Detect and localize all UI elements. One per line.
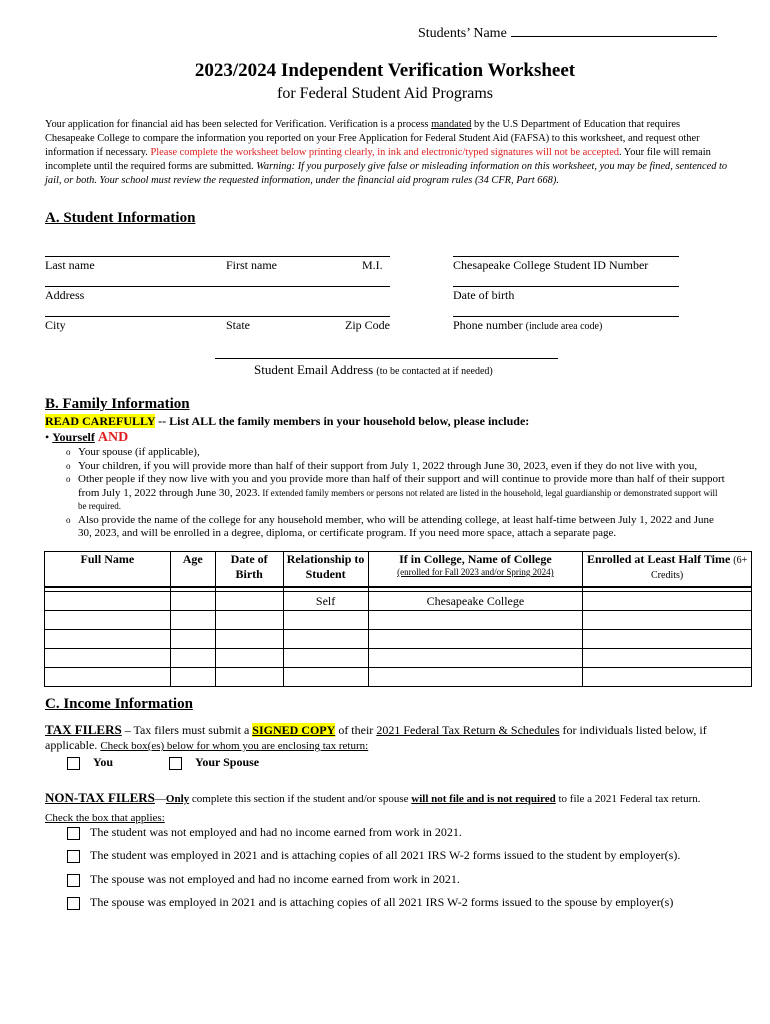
option-row[interactable]: The spouse was employed in 2021 and is attaching copies of all 2021 IRS W-2 forms issued to the spouse by employer(s) [67,895,673,910]
table-row [45,592,752,611]
col-relationship: Relationship to Student [283,552,368,588]
list-item: o Also provide the name of the college for any household member, who will be attending college, at least half-time between July 1, 2022 and June 30, 2023, and will be enrolled in a degree, diploma, or certificate program. If you need more space, attach a separate page. [66,513,714,539]
dob-label: Date of birth [453,288,515,302]
list-item: o Your children, if you will provide more than half of their support from July 1, 2022 through June 30, 2023, even if they do not live with you, [66,459,698,472]
students-name-field[interactable] [418,24,717,42]
students-name-line[interactable] [511,24,717,37]
intro-paragraph: Your application for financial aid has been selected for Verification. Verification is a process mandated by the U.S Department of Education that requires Chesapeake College to compare the information you reported on your Free Application for Federal Student Aid (FAFSA) to this worksheet, and request other information if necessary. Please complete the worksheet below printing clearly, in ink and electronic/typed signatures will not be accepted. Your file will remain incomplete until the required forms are submitted. Warning: If you purposely give false or misleading information on this worksheet, you may be fined, sentenced to jail, or both. Your school must review the requested information, under the financial aid program rules (34 CFR, Part 668). [45,119,728,186]
col-full-name: Full Name [45,552,171,588]
section-b-heading: B. Family Information [45,396,190,412]
option-row[interactable]: The student was not employed and had no income earned from work in 2021. [67,825,462,840]
option-checkbox[interactable] [67,827,80,840]
option-row[interactable]: The student was employed in 2021 and is attaching copies of all 2021 IRS W-2 forms issued to the student by employer(s). [67,848,680,863]
city-line[interactable] [45,316,390,317]
city-label: City [45,318,66,332]
table-cell[interactable] [45,592,171,611]
spouse-checkbox[interactable] [169,757,182,770]
college-cell: Chesapeake College [368,592,583,611]
check-applies-label: Check the box that applies: [45,812,165,824]
tax-filers-paragraph: TAX FILERS – Tax filers must submit a SIGNED COPY of their 2021 Federal Tax Return & Schedules for individuals listed below, if applicable. Check box(es) below for whom you are enclosing tax return: [45,722,707,752]
student-id-line[interactable] [453,256,679,257]
family-include-list [66,446,726,541]
section-a-heading: A. Student Information [45,210,196,226]
last-name-label: Last name [45,258,95,272]
students-name-label: Students’ Name [418,26,507,41]
option-checkbox[interactable] [67,874,80,887]
relationship-cell: Self [283,592,368,611]
col-age: Age [170,552,215,588]
table-cell[interactable] [170,592,215,611]
table-header-row [45,552,752,588]
option-row[interactable]: The spouse was not employed and had no income earned from work in 2021. [67,872,460,887]
table-cell[interactable] [583,592,752,611]
spouse-checkbox-row[interactable]: Your Spouse [169,755,259,770]
page-title: 2023/2024 Independent Verification Worksheet [194,60,576,81]
address-line[interactable] [45,286,390,287]
list-item: o Your spouse (if applicable), [66,446,200,458]
you-checkbox[interactable] [67,757,80,770]
state-label: State [226,318,250,332]
you-checkbox-row[interactable]: You [67,755,113,770]
read-carefully-line: READ CAREFULLY -- List ALL the family members in your household below, please include: [45,414,530,428]
yourself-bullet: • Yourself AND [45,430,129,445]
address-label: Address [45,288,85,302]
dob-line[interactable] [453,286,679,287]
table-row [45,630,752,649]
mi-label: M.I. [362,258,383,272]
table-row [45,611,752,630]
col-college: If in College, Name of College (enrolled for Fall 2023 and/or Spring 2024) [368,552,583,588]
first-name-label: First name [226,258,277,272]
zip-label: Zip Code [345,318,390,332]
list-item: o Other people if they now live with you and you provide more than half of their support and will continue to provide more than half of their support from July 1, 2022 through June 30, 2023. If extended family members or persons not related are listed in the household, legal guardianship or demonstrated support will be required. [66,473,725,511]
phone-line[interactable] [453,316,679,317]
section-c-heading: C. Income Information [45,696,193,712]
table-row [45,668,752,687]
email-line[interactable] [215,358,558,359]
page-subtitle: for Federal Student Aid Programs [277,85,493,102]
email-label: Student Email Address (to be contacted at if needed) [254,362,493,377]
option-checkbox[interactable] [67,897,80,910]
col-dob: Date of Birth [215,552,283,588]
non-tax-filers-line: NON-TAX FILERS—Only complete this section if the student and/or spouse will not file and is not required to file a 2021 Federal tax return. [45,790,701,805]
name-line[interactable] [45,256,390,257]
table-cell[interactable] [215,592,283,611]
table-row [45,649,752,668]
phone-label: Phone number (include area code) [453,318,603,332]
option-checkbox[interactable] [67,850,80,863]
col-half-time: Enrolled at Least Half Time (6+ Credits) [583,552,752,588]
student-id-label: Chesapeake College Student ID Number [453,258,649,272]
family-table [44,551,752,687]
